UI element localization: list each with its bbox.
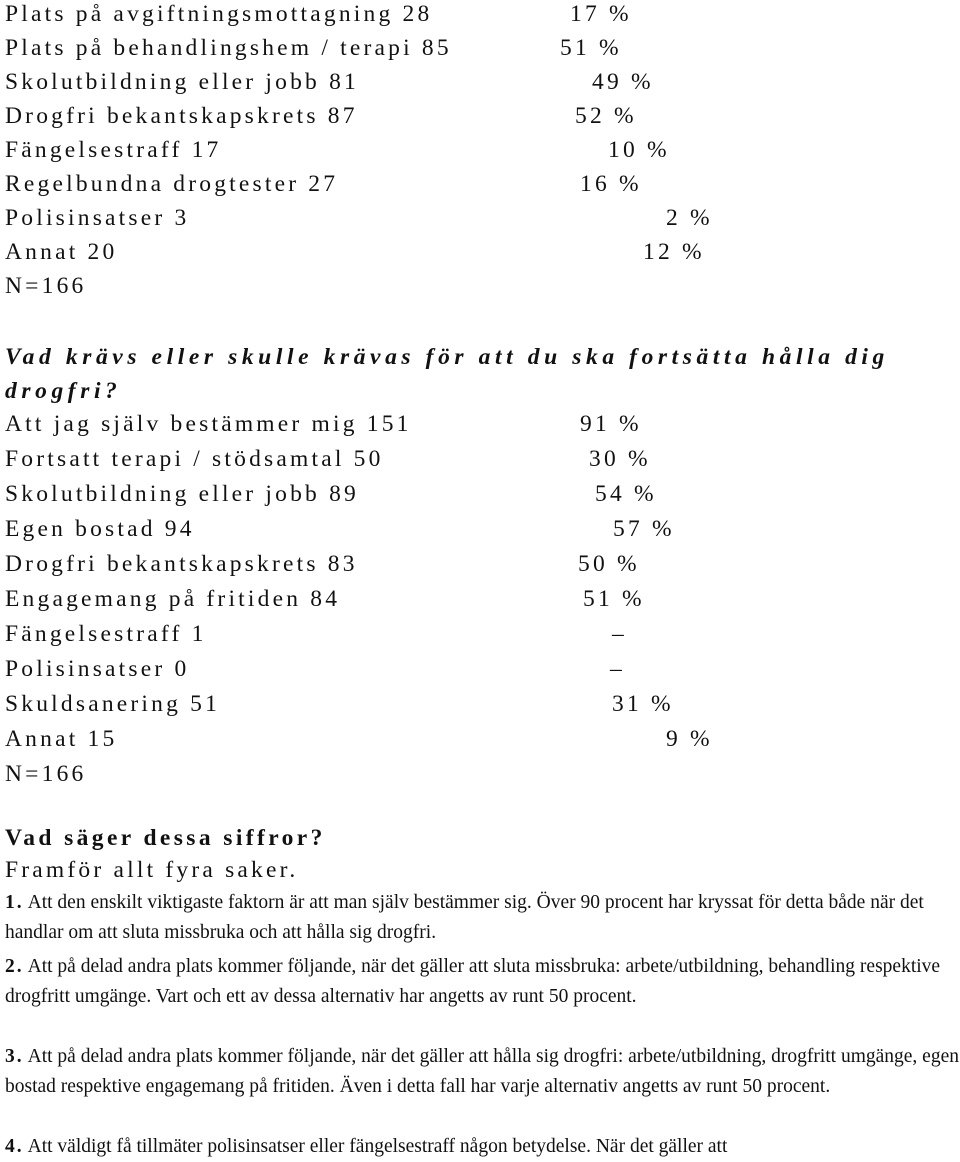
table-row [5,687,674,721]
row-label: Skolutbildning eller jobb 89 [5,481,359,507]
row-label: Annat 20 [5,239,118,265]
row-value: 51 % [560,35,622,61]
list-item [5,952,960,1012]
row-label: Att jag själv bestämmer mig 151 [5,411,412,437]
section-heading: Vad säger dessa siffror? [5,825,326,851]
list-number: 2. [5,956,24,977]
table-row [5,477,657,511]
row-value: 50 % [578,551,640,577]
row-value: 31 % [612,691,674,717]
table-row [5,442,651,476]
row-label: Polisinsatser 0 [5,656,190,682]
table-row [5,617,627,651]
table-row [5,167,642,201]
table-row [5,722,713,756]
table-row [5,547,640,581]
table-row [5,133,670,167]
row-label: Plats på behandlingshem / terapi 85 [5,35,452,61]
section-heading: Vad krävs eller skulle krävas för att du ska fortsätta hålla dig drogfri? [5,344,889,404]
row-value: 12 % [643,239,705,265]
list-item [5,1042,960,1102]
section-subheading: Framför allt fyra saker. [5,857,299,883]
row-value: 30 % [589,446,651,472]
row-value: 10 % [608,137,670,163]
row-value: – [610,656,625,682]
row-label: Skuldsanering 51 [5,691,221,717]
table-row [5,31,622,65]
table-row [5,235,705,269]
table-row [5,0,632,31]
table-row [5,99,637,133]
sample-size: N=166 [5,273,87,299]
list-text: Att den enskilt viktigaste faktorn är att man själv bestämmer sig. Över 90 procent har kryssat för detta både när det handlar om att sluta missbruka och att hålla sig drogfri. [5,892,924,943]
row-label: Regelbundna drogtester 27 [5,171,339,197]
table-row [5,652,625,686]
row-value: 16 % [580,171,642,197]
list-text: Att på delad andra plats kommer följande, när det gäller att sluta missbruka: arbete/utbildning, behandling respektive drogfritt umgänge. Vart och ett av dessa alternativ har angetts av runt 50 procent. [5,956,941,1007]
row-label: Drogfri bekantskapskrets 83 [5,551,358,577]
row-label: Fängelsestraff 1 [5,621,207,647]
list-item [5,888,960,948]
row-value: 91 % [580,411,642,437]
table-row [5,201,713,235]
row-label: Plats på avgiftningsmottagning 28 [5,1,433,27]
list-item [5,1132,960,1162]
row-label: Fängelsestraff 17 [5,137,222,163]
list-number: 3. [5,1046,24,1067]
row-label: Engagemang på fritiden 84 [5,586,341,612]
row-label: Annat 15 [5,726,118,752]
table-row [5,65,654,99]
list-number: 1. [5,892,24,913]
table-row [5,582,645,616]
table-row [5,407,642,441]
row-label: Fortsatt terapi / stödsamtal 50 [5,446,384,472]
row-label: Polisinsatser 3 [5,205,190,231]
list-text: Att på delad andra plats kommer följande, när det gäller att hålla sig drogfri: arbete/utbildning, drogfritt umgänge, egen bostad respektive engagemang på fritiden. Även i detta fall har varje alternativ angetts av runt 50 procent. [5,1046,959,1097]
sample-size: N=166 [5,761,87,787]
row-value: 49 % [592,69,654,95]
row-value: 51 % [583,586,645,612]
table-row [5,512,675,546]
row-value: 2 % [666,205,713,231]
list-text: Att väldigt få tillmäter polisinsatser eller fängelsestraff någon betydelse. När det gäller att [27,1136,728,1157]
list-number: 4. [5,1136,24,1157]
row-value: 52 % [575,103,637,129]
row-value: – [612,621,627,647]
row-value: 17 % [570,1,632,27]
row-label: Egen bostad 94 [5,516,195,542]
row-value: 57 % [613,516,675,542]
row-value: 54 % [595,481,657,507]
row-label: Drogfri bekantskapskrets 87 [5,103,358,129]
row-label: Skolutbildning eller jobb 81 [5,69,359,95]
row-value: 9 % [666,726,713,752]
